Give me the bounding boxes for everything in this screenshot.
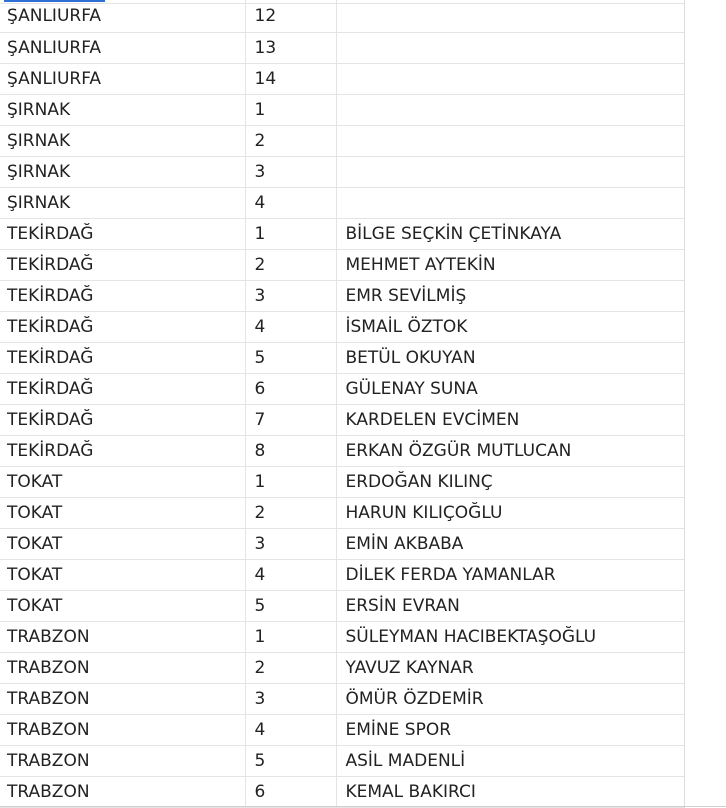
province-cell[interactable]: TRABZON (0, 715, 245, 746)
province-cell[interactable]: ŞIRNAK (0, 157, 245, 188)
province-cell[interactable]: TOKAT (0, 498, 245, 529)
number-cell[interactable]: 2 (245, 126, 336, 157)
number-cell[interactable]: 4 (245, 312, 336, 343)
name-cell[interactable]: İSMAİL ÖZTOK (336, 312, 684, 343)
table-row[interactable] (0, 746, 684, 777)
province-cell[interactable]: TEKİRDAĞ (0, 405, 245, 436)
table-row[interactable] (0, 250, 684, 281)
scrollbar-edge (684, 0, 685, 808)
window-bottom-edge (0, 806, 726, 807)
province-cell[interactable]: TRABZON (0, 746, 245, 777)
name-cell[interactable]: EMR SEVİLMİŞ (336, 281, 684, 312)
province-cell[interactable]: ŞANLIURFA (0, 64, 245, 95)
table-row[interactable] (0, 436, 684, 467)
table-row[interactable] (0, 405, 684, 436)
table-row[interactable] (0, 374, 684, 405)
name-cell[interactable]: KARDELEN EVCİMEN (336, 405, 684, 436)
number-cell[interactable]: 3 (245, 684, 336, 715)
name-cell[interactable]: ÖMÜR ÖZDEMİR (336, 684, 684, 715)
table-row[interactable] (0, 529, 684, 560)
table-row[interactable] (0, 343, 684, 374)
name-cell[interactable]: KEMAL BAKIRCI (336, 777, 684, 808)
table-row[interactable] (0, 219, 684, 250)
table-row[interactable] (0, 64, 684, 95)
table-row[interactable] (0, 560, 684, 591)
name-cell[interactable]: EMİNE SPOR (336, 715, 684, 746)
table-row[interactable] (0, 95, 684, 126)
name-cell[interactable]: YAVUZ KAYNAR (336, 653, 684, 684)
number-cell[interactable]: 7 (245, 405, 336, 436)
number-cell[interactable]: 13 (245, 33, 336, 64)
table-row[interactable] (0, 653, 684, 684)
province-cell[interactable]: TEKİRDAĞ (0, 250, 245, 281)
province-cell[interactable]: TEKİRDAĞ (0, 219, 245, 250)
table-row[interactable] (0, 498, 684, 529)
province-cell[interactable]: TRABZON (0, 777, 245, 808)
number-cell[interactable]: 4 (245, 715, 336, 746)
name-cell[interactable]: ERSİN EVRAN (336, 591, 684, 622)
province-cell[interactable]: TEKİRDAĞ (0, 312, 245, 343)
table-row[interactable] (0, 312, 684, 343)
name-cell[interactable]: DİLEK FERDA YAMANLAR (336, 560, 684, 591)
number-cell[interactable]: 5 (245, 343, 336, 374)
number-cell[interactable]: 2 (245, 250, 336, 281)
name-cell[interactable] (336, 0, 684, 33)
number-cell[interactable]: 5 (245, 591, 336, 622)
number-cell[interactable]: 3 (245, 157, 336, 188)
name-cell[interactable] (336, 157, 684, 188)
number-cell[interactable]: 1 (245, 622, 336, 653)
name-cell[interactable]: EMİN AKBABA (336, 529, 684, 560)
number-cell[interactable]: 1 (245, 219, 336, 250)
number-cell[interactable]: 3 (245, 529, 336, 560)
table-row[interactable] (0, 777, 684, 808)
province-cell[interactable]: ŞIRNAK (0, 95, 245, 126)
name-cell[interactable]: ERKAN ÖZGÜR MUTLUCAN (336, 436, 684, 467)
table-row[interactable] (0, 281, 684, 312)
number-cell[interactable]: 2 (245, 653, 336, 684)
name-cell[interactable]: GÜLENAY SUNA (336, 374, 684, 405)
province-cell[interactable]: TEKİRDAĞ (0, 281, 245, 312)
name-cell[interactable] (336, 64, 684, 95)
province-cell[interactable]: TOKAT (0, 467, 245, 498)
name-cell[interactable] (336, 33, 684, 64)
number-cell[interactable]: 3 (245, 281, 336, 312)
province-cell[interactable]: TEKİRDAĞ (0, 343, 245, 374)
name-cell[interactable] (336, 126, 684, 157)
number-cell[interactable]: 14 (245, 64, 336, 95)
table-row[interactable] (0, 591, 684, 622)
name-cell[interactable]: SÜLEYMAN HACIBEKTAŞOĞLU (336, 622, 684, 653)
table-row[interactable] (0, 188, 684, 219)
province-cell[interactable]: ŞANLIURFA (0, 33, 245, 64)
number-cell[interactable]: 1 (245, 467, 336, 498)
name-cell[interactable]: BETÜL OKUYAN (336, 343, 684, 374)
number-cell[interactable]: 2 (245, 498, 336, 529)
province-cell[interactable]: TEKİRDAĞ (0, 374, 245, 405)
table-row[interactable] (0, 126, 684, 157)
table-row[interactable] (0, 622, 684, 653)
province-cell[interactable]: TOKAT (0, 560, 245, 591)
name-cell[interactable]: MEHMET AYTEKİN (336, 250, 684, 281)
province-cell[interactable]: TOKAT (0, 529, 245, 560)
name-cell[interactable] (336, 188, 684, 219)
province-cell[interactable]: TEKİRDAĞ (0, 436, 245, 467)
table-row[interactable] (0, 0, 684, 33)
cell-selection-indicator (4, 0, 105, 2)
table-row[interactable] (0, 467, 684, 498)
table-row[interactable] (0, 715, 684, 746)
province-cell[interactable]: ŞANLIURFA (0, 0, 245, 33)
number-cell[interactable]: 12 (245, 0, 336, 33)
province-cell[interactable]: TRABZON (0, 653, 245, 684)
number-cell[interactable]: 5 (245, 746, 336, 777)
table-row[interactable] (0, 684, 684, 715)
name-cell[interactable]: ERDOĞAN KILINÇ (336, 467, 684, 498)
number-cell[interactable]: 4 (245, 188, 336, 219)
number-cell[interactable]: 1 (245, 95, 336, 126)
name-cell[interactable]: HARUN KILIÇOĞLU (336, 498, 684, 529)
number-cell[interactable]: 6 (245, 374, 336, 405)
province-cell[interactable]: ŞIRNAK (0, 188, 245, 219)
table-row[interactable] (0, 157, 684, 188)
province-cell[interactable]: TOKAT (0, 591, 245, 622)
province-cell[interactable]: TRABZON (0, 684, 245, 715)
name-cell[interactable] (336, 95, 684, 126)
number-cell[interactable]: 8 (245, 436, 336, 467)
province-cell[interactable]: ŞIRNAK (0, 126, 245, 157)
name-cell[interactable]: BİLGE SEÇKİN ÇETİNKAYA (336, 219, 684, 250)
number-cell[interactable]: 4 (245, 560, 336, 591)
table-row[interactable] (0, 33, 684, 64)
province-cell[interactable]: TRABZON (0, 622, 245, 653)
name-cell[interactable]: ASİL MADENLİ (336, 746, 684, 777)
number-cell[interactable]: 6 (245, 777, 336, 808)
